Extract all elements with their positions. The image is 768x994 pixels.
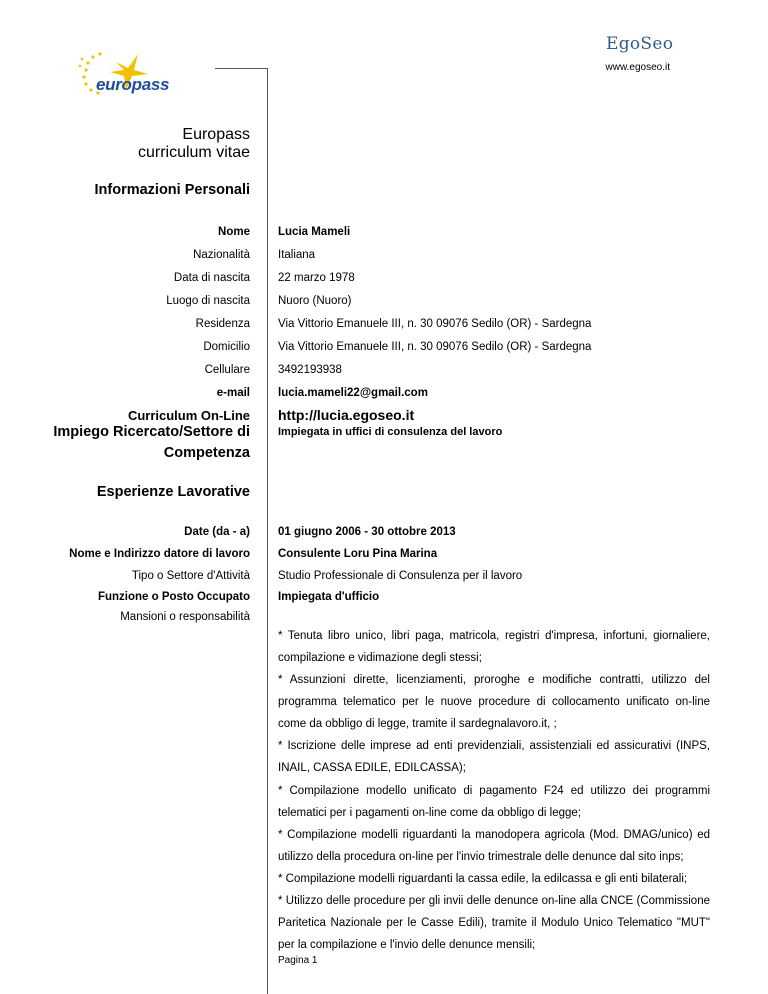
duty-item: * Compilazione modelli riguardanti la manodopera agricola (Mod. DMAG/unico) ed utilizzo della procedura on-line per l'invio trimestrale delle denunce dal sito inps;: [278, 829, 710, 863]
value-nazionalita: Italiana: [278, 249, 316, 261]
value-email[interactable]: lucia.mameli22@gmail.com: [278, 387, 428, 399]
duty-item: * Compilazione modello unificato di pagamento F24 ed utilizzo dei programmi telematici per i pagamenti on-line come da obbligo di legge;: [278, 785, 710, 819]
label-data-nascita: Data di nascita: [173, 272, 250, 284]
value-settore: Studio Professionale di Consulenza per il lavoro: [278, 570, 523, 582]
duty-item: * Assunzioni dirette, licenziamenti, proroghe e modifiche contratti, utilizzo del programma telematico per le nuove procedure di collocamento unificato on-line come da obbligo di legge, tramite il sardegnalavoro.it, ;: [278, 674, 710, 730]
title-line-2: curriculum vitae: [137, 144, 250, 161]
label-residenza: Residenza: [195, 318, 250, 330]
header-rule: [215, 68, 268, 69]
label-mansioni: Mansioni o responsabilità: [120, 611, 250, 623]
value-funzione: Impiegata d'ufficio: [278, 591, 380, 603]
page-number: Pagina 1: [278, 955, 318, 966]
value-cellulare: 3492193938: [278, 364, 342, 376]
duty-item: * Utilizzo delle procedure per gli invii delle denunce on-line alla CNCE (Commissione Paritetica Nazionale per le Casse Edili), tramite il Modulo Unico Telematico "MUT" per la compilazione e l'invio delle denunce mensili;: [278, 895, 710, 951]
value-nome: Lucia Mameli: [278, 226, 351, 238]
label-luogo-nascita: Luogo di nascita: [166, 295, 250, 307]
egoseo-logo: EgoSeo: [606, 34, 674, 54]
value-luogo-nascita: Nuoro (Nuoro): [278, 295, 352, 307]
label-nazionalita: Nazionalità: [193, 249, 250, 261]
value-residenza: Via Vittorio Emanuele III, n. 30 09076 Sedilo (OR) - Sardegna: [278, 318, 592, 330]
duty-item: * Compilazione modelli riguardanti la cassa edile, la edilcassa e gli enti bilaterali;: [278, 873, 688, 885]
duty-item: * Tenuta libro unico, libri paga, matricola, registri d'impresa, infortuni, giornaliere, compilazione e vidimazione degli stessi;: [278, 630, 710, 664]
value-domicilio: Via Vittorio Emanuele III, n. 30 09076 Sedilo (OR) - Sardegna: [278, 341, 592, 353]
label-impiego-ricercato-2: Competenza: [163, 445, 250, 461]
label-datore: Nome e Indirizzo datore di lavoro: [69, 548, 250, 560]
section-personal: Informazioni Personali: [94, 182, 250, 198]
label-impiego-ricercato-1: Impiego Ricercato/Settore di: [53, 424, 250, 440]
label-funzione: Funzione o Posto Occupato: [97, 591, 250, 603]
label-email: e-mail: [216, 387, 250, 399]
value-datore: Consulente Loru Pina Marina: [278, 548, 438, 560]
label-domicilio: Domicilio: [203, 341, 250, 353]
label-cellulare: Cellulare: [204, 364, 250, 376]
value-date: 01 giugno 2006 - 30 ottobre 2013: [278, 526, 456, 538]
title-line-1: Europass: [182, 126, 250, 143]
egoseo-url[interactable]: www.egoseo.it: [605, 62, 670, 73]
value-impiego-ricercato: Impiegata in uffici di consulenza del lavoro: [278, 426, 503, 438]
column-divider: [267, 68, 268, 994]
label-nome: Nome: [218, 226, 250, 238]
duty-item: * Iscrizione delle imprese ad enti previdenziali, assistenziali ed assicurativi (INPS, INAIL, CASSA EDILE, EDILCASSA);: [278, 740, 710, 774]
value-data-nascita: 22 marzo 1978: [278, 272, 355, 284]
europass-wordmark: europass: [96, 75, 170, 94]
label-curriculum-online: Curriculum On-Line: [127, 408, 250, 423]
europass-logo: [76, 48, 188, 100]
label-settore: Tipo o Settore d'Attività: [131, 570, 250, 582]
section-experience: Esperienze Lavorative: [96, 484, 250, 500]
value-curriculum-online[interactable]: http://lucia.egoseo.it: [278, 407, 415, 423]
label-date: Date (da - a): [184, 526, 250, 538]
